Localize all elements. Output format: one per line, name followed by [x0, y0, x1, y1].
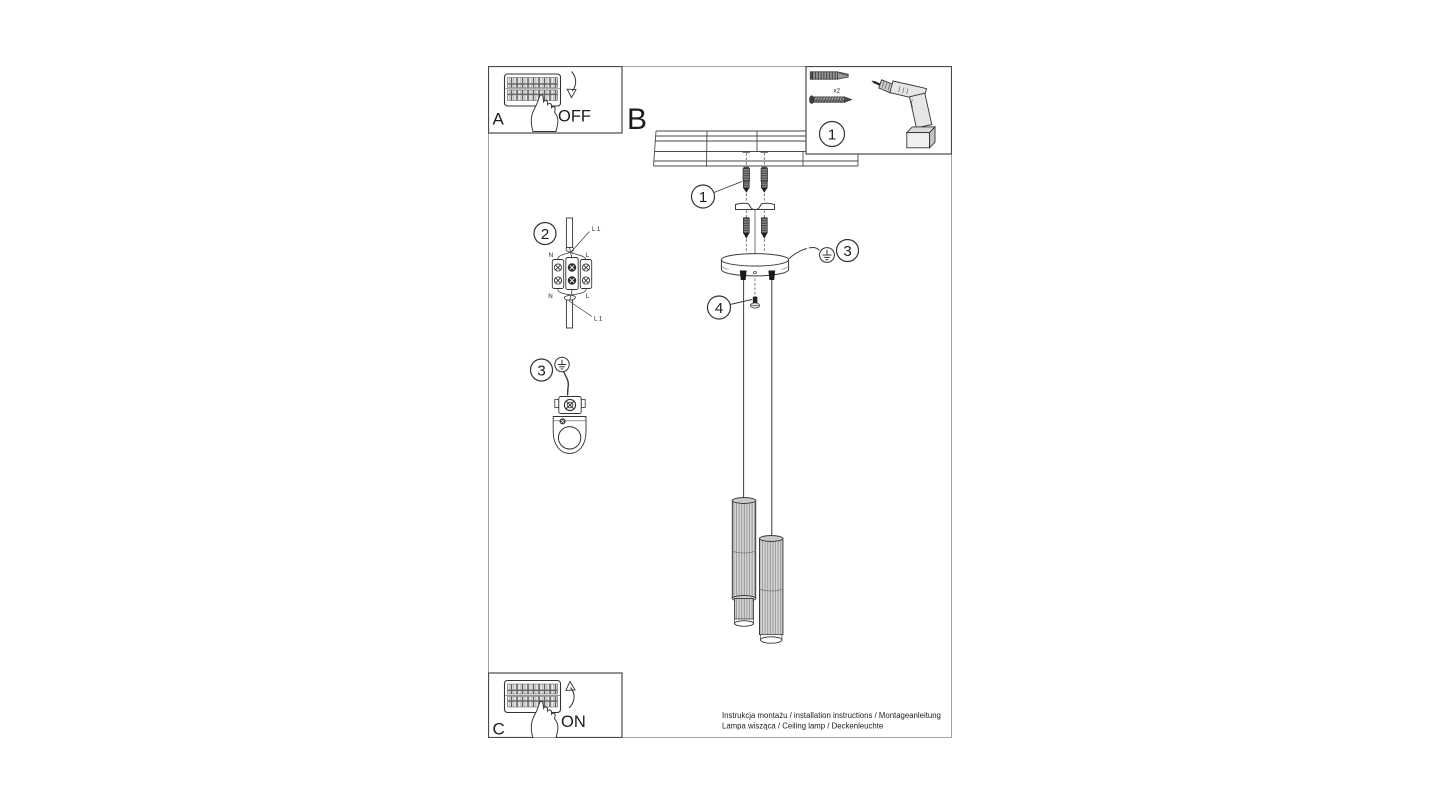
on-label: ON	[561, 713, 586, 731]
step-3-label: 3	[843, 242, 852, 260]
panel-b-label: B	[627, 103, 648, 136]
earth-symbol-icon	[820, 248, 835, 263]
off-label: OFF	[558, 107, 591, 126]
mounting-plate	[553, 417, 586, 454]
panel-a	[489, 67, 623, 134]
ground-terminal	[555, 397, 585, 414]
installation-diagram	[488, 66, 952, 738]
pendant-lamp-left	[732, 498, 755, 627]
terminal-l-top-label: L	[585, 252, 590, 259]
earth-symbol-detail-icon	[555, 357, 569, 371]
terminal-l-bottom-label: L	[585, 293, 590, 300]
footer-line-2: Lampa wisząca / Ceiling lamp / Deckenleuchte	[722, 721, 884, 731]
dowel-qty-label: x2	[833, 87, 841, 95]
step-2-label: 2	[540, 225, 550, 243]
step-4-label: 4	[714, 299, 724, 317]
panel-c-label: C	[492, 719, 505, 738]
terminal-n-top-label: N	[548, 252, 554, 259]
panel-a-label: A	[492, 109, 504, 129]
tools-panel	[806, 67, 952, 155]
tools-step-label: 1	[827, 126, 837, 144]
step-1-label: 1	[698, 188, 708, 206]
terminal-block	[552, 258, 591, 290]
panel-c	[489, 673, 623, 738]
footer-line-1: Instrukcja montażu / installation instructions / Montageanleitung	[722, 711, 941, 720]
cable-grip-left	[740, 271, 747, 281]
cable-grip-right	[768, 271, 775, 281]
wall-anchor-right-icon	[761, 167, 767, 193]
terminal-n-bottom-label: N	[548, 293, 553, 300]
pendant-lamp-right	[760, 536, 783, 644]
screw-icon	[810, 96, 852, 104]
step-3-detail-label: 3	[537, 362, 546, 380]
wire-l1-top-label: L 1	[592, 226, 601, 233]
wire-l1-bottom-label: L 1	[594, 315, 603, 323]
supply-cable-top	[566, 218, 572, 248]
supply-cable-bottom	[566, 300, 572, 328]
wall-anchor-left-icon	[743, 167, 749, 193]
